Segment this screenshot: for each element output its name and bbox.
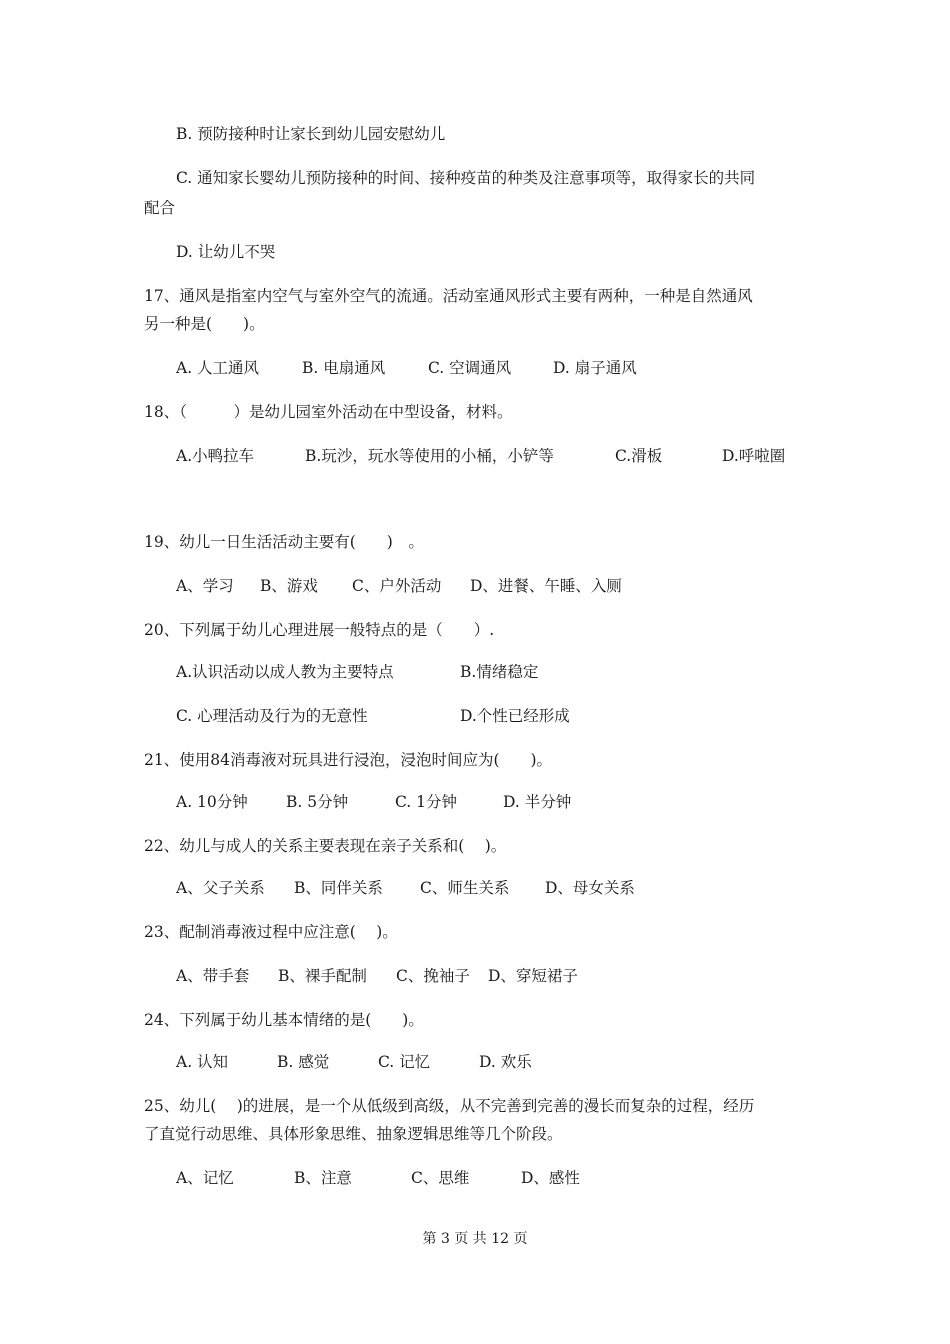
q25-stem-line2: 了直觉行动思维、具体形象思维、抽象逻辑思维等几个阶段。 (144, 1125, 563, 1143)
q19-option-d: D、进餐、午睡、入厕 (470, 577, 622, 595)
q17-stem-line1: 17、通风是指室内空气与室外空气的流通。活动室通风形式主要有两种，一种是自然通风 (144, 287, 753, 305)
q23-option-b: B、裸手配制 (278, 967, 367, 985)
q24-option-a: A. 认知 (176, 1053, 229, 1071)
q18-stem: 18、（ ）是幼儿园室外活动在中型设备，材料。 (144, 403, 513, 421)
q18-option-d: D.呼啦圈 (722, 447, 786, 465)
q22-option-b: B、同伴关系 (294, 879, 383, 897)
q18-option-b: B.玩沙，玩水等使用的小桶，小铲等 (305, 447, 554, 465)
q24-option-b: B. 感觉 (277, 1053, 330, 1071)
q16-option-c-line2: 配合 (144, 199, 176, 217)
q20-option-b: B.情绪稳定 (460, 663, 539, 681)
q22-option-a: A、父子关系 (176, 879, 265, 897)
q16-option-c-line1: C. 通知家长婴幼儿预防接种的时间、接种疫苗的种类及注意事项等，取得家长的共同 (176, 169, 756, 187)
q24-option-c: C. 记忆 (378, 1053, 431, 1071)
q21-option-c: C. 1分钟 (395, 793, 458, 811)
q19-option-b: B、游戏 (260, 577, 318, 595)
q23-option-a: A、带手套 (176, 967, 250, 985)
q20-option-d: D.个性已经形成 (460, 707, 570, 725)
q20-option-c: C. 心理活动及行为的无意性 (176, 707, 368, 725)
q17-option-c: C. 空调通风 (428, 359, 512, 377)
q18-option-a: A.小鸭拉车 (176, 447, 255, 465)
q21-stem: 21、使用84消毒液对玩具进行浸泡，浸泡时间应为( )。 (144, 751, 553, 769)
q18-option-c: C.滑板 (615, 447, 663, 465)
q23-option-d: D、穿短裙子 (488, 967, 578, 985)
q25-option-b: B、注意 (294, 1169, 352, 1187)
q19-stem: 19、幼儿一日生活活动主要有( ) 。 (144, 533, 424, 551)
q17-option-d: D. 扇子通风 (553, 359, 637, 377)
q23-stem: 23、配制消毒液过程中应注意( )。 (144, 923, 398, 941)
q21-option-d: D. 半分钟 (503, 793, 572, 811)
page-footer: 第 3 页 共 12 页 (422, 1231, 528, 1247)
q25-option-a: A、记忆 (176, 1169, 234, 1187)
q17-option-a: A. 人工通风 (176, 359, 260, 377)
q16-option-b: B. 预防接种时让家长到幼儿园安慰幼儿 (176, 125, 446, 143)
q25-stem-line1: 25、幼儿( )的进展，是一个从低级到高级，从不完善到完善的漫长而复杂的过程，经历 (144, 1097, 755, 1115)
q22-stem: 22、幼儿与成人的关系主要表现在亲子关系和( )。 (144, 837, 507, 855)
q17-stem-line2: 另一种是( )。 (144, 315, 265, 333)
q20-stem: 20、下列属于幼儿心理进展一般特点的是（ ）. (144, 621, 495, 639)
q23-option-c: C、挽袖子 (396, 967, 470, 985)
q19-option-a: A、学习 (176, 577, 234, 595)
q22-option-d: D、母女关系 (545, 879, 635, 897)
q22-option-c: C、师生关系 (420, 879, 510, 897)
q19-option-c: C、户外活动 (352, 577, 442, 595)
q16-option-d: D. 让幼儿不哭 (176, 243, 276, 261)
q24-option-d: D. 欢乐 (479, 1053, 532, 1071)
q20-option-a: A.认识活动以成人教为主要特点 (176, 663, 394, 681)
q25-option-d: D、感性 (521, 1169, 580, 1187)
q24-stem: 24、下列属于幼儿基本情绪的是( )。 (144, 1011, 424, 1029)
q25-option-c: C、思维 (411, 1169, 470, 1187)
q21-option-b: B. 5分钟 (286, 793, 349, 811)
q21-option-a: A. 10分钟 (176, 793, 248, 811)
q17-option-b: B. 电扇通风 (302, 359, 386, 377)
